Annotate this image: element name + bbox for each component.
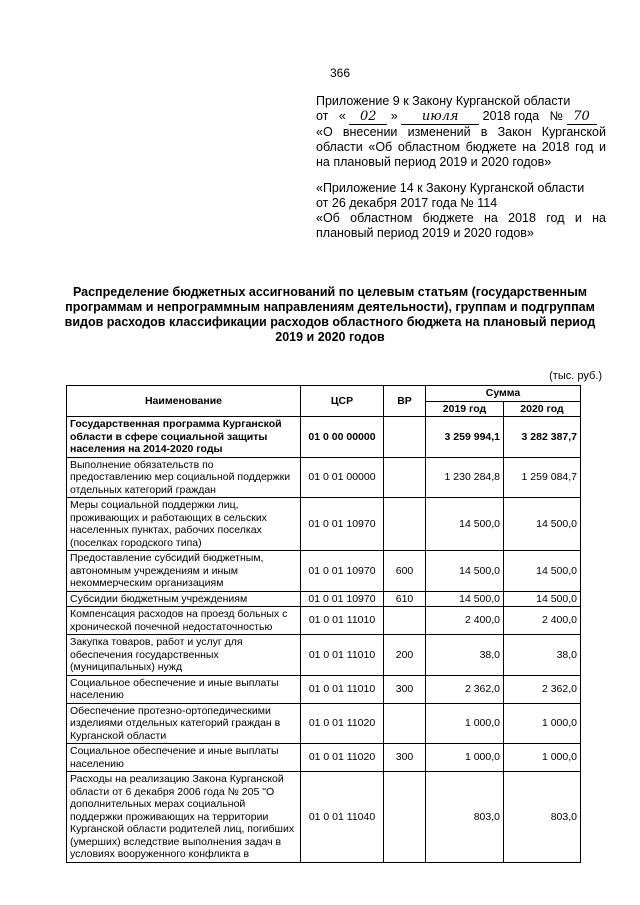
table-row	[67, 551, 581, 592]
row-csr: 01 0 01 11010	[301, 635, 384, 676]
row-csr: 01 0 01 11010	[301, 607, 384, 635]
row-2020: 3 282 387,7	[504, 417, 581, 458]
row-2020: 14 500,0	[504, 551, 581, 592]
row-name: Расходы на реализацию Закона Курганской области от 6 декабря 2006 года № 205 "О дополнительных мерах социальной поддержки проживающих на территории Курганской области родителей лиц, погибших (умерших) вследствие выполнения задач в условиях вооруженного конфликта в	[67, 772, 301, 863]
row-vr	[384, 498, 426, 551]
row-2019: 3 259 994,1	[426, 417, 504, 458]
table-row	[67, 457, 581, 498]
row-2020: 1 259 084,7	[504, 457, 581, 498]
budget-table	[66, 385, 581, 863]
row-vr	[384, 607, 426, 635]
row-csr: 01 0 01 11040	[301, 772, 384, 863]
row-2019: 2 400,0	[426, 607, 504, 635]
row-2020: 2 400,0	[504, 607, 581, 635]
table-row	[67, 772, 581, 863]
table-body	[67, 417, 581, 863]
row-name: Государственная программа Курганской области в сфере социальной защиты населения на 2014-2020 годы	[67, 417, 301, 458]
header-name: Наименование	[67, 386, 301, 417]
row-vr	[384, 457, 426, 498]
row-vr	[384, 772, 426, 863]
table-row	[67, 635, 581, 676]
header-csr: ЦСР	[301, 386, 384, 417]
row-csr: 01 0 01 11020	[301, 744, 384, 772]
row-vr	[384, 703, 426, 744]
appendix2-subject: «Об областном бюджете на 2018 год и на плановый период 2019 и 2020 годов»	[316, 211, 606, 240]
header-sum: Сумма	[426, 386, 581, 402]
header-vr: ВР	[384, 386, 426, 417]
row-csr: 01 0 01 00000	[301, 457, 384, 498]
table-row	[67, 744, 581, 772]
row-csr: 01 0 01 10970	[301, 498, 384, 551]
row-name: Закупка товаров, работ и услуг для обеспечения государственных (муниципальных) нужд	[67, 635, 301, 676]
appendix1-date-line	[316, 109, 606, 125]
table-row	[67, 703, 581, 744]
header-2020: 2020 год	[504, 401, 581, 417]
appendix1-from: от	[316, 109, 329, 123]
table-row	[67, 498, 581, 551]
appendix1-year: 2018 года	[482, 109, 540, 123]
page-number: 366	[330, 66, 351, 80]
appendix1-subject: «О внесении изменений в Закон Курганской области «Об областном бюджете на 2018 год и на плановый период 2019 и 2020 годов»	[316, 125, 606, 169]
appendix1-close-quote: »	[390, 109, 398, 123]
row-csr: 01 0 01 11020	[301, 703, 384, 744]
row-name: Социальное обеспечение и иные выплаты населению	[67, 675, 301, 703]
row-name: Компенсация расходов на проезд больных с хронической почечной недостаточностью	[67, 607, 301, 635]
row-2020: 38,0	[504, 635, 581, 676]
row-2020: 803,0	[504, 772, 581, 863]
table-row	[67, 591, 581, 607]
header-2019: 2019 год	[426, 401, 504, 417]
row-vr: 600	[384, 551, 426, 592]
row-name: Меры социальной поддержки лиц, проживающих и работающих в сельских населенных пунктах, рабочих поселках (поселках городского типа)	[67, 498, 301, 551]
row-2019: 14 500,0	[426, 551, 504, 592]
row-2019: 14 500,0	[426, 498, 504, 551]
appendix-block-2	[316, 181, 606, 241]
row-csr: 01 0 00 00000	[301, 417, 384, 458]
appendix1-open-quote: «	[338, 109, 346, 123]
row-2020: 14 500,0	[504, 591, 581, 607]
row-name: Социальное обеспечение и иные выплаты населению	[67, 744, 301, 772]
table-row	[67, 417, 581, 458]
row-vr: 300	[384, 675, 426, 703]
row-2019: 2 362,0	[426, 675, 504, 703]
table-row	[67, 675, 581, 703]
row-vr	[384, 417, 426, 458]
row-csr: 01 0 01 11010	[301, 675, 384, 703]
row-2019: 14 500,0	[426, 591, 504, 607]
row-2019: 803,0	[426, 772, 504, 863]
appendix1-line1: Приложение 9 к Закону Курганской области	[316, 94, 571, 108]
row-2020: 1 000,0	[504, 744, 581, 772]
appendix2-line1: «Приложение 14 к Закону Курганской области	[316, 181, 585, 195]
row-name: Субсидии бюджетным учреждениям	[67, 591, 301, 607]
row-name: Предоставление субсидий бюджетным, автономным учреждениям и иным некоммерческим организациям	[67, 551, 301, 592]
row-2020: 2 362,0	[504, 675, 581, 703]
appendix-block-1	[316, 94, 606, 170]
row-2019: 1 000,0	[426, 744, 504, 772]
handwritten-number: 70	[567, 109, 597, 125]
row-name: Выполнение обязательств по предоставлению мер социальной поддержки отдельных категорий граждан	[67, 457, 301, 498]
units-label: (тыс. руб.)	[549, 370, 602, 382]
appendix2-line2: от 26 декабря 2017 года № 114	[316, 196, 498, 210]
row-vr: 300	[384, 744, 426, 772]
row-vr: 610	[384, 591, 426, 607]
table-row	[67, 607, 581, 635]
document-title: Распределение бюджетных ассигнований по целевым статьям (государственным программам и непрограммным направлениям деятельности), группам и подгруппам видов расходов классификации расходов областного бюджета на плановый период 2019 и 2020 годов	[64, 285, 596, 344]
row-2020: 14 500,0	[504, 498, 581, 551]
row-2019: 1 000,0	[426, 703, 504, 744]
row-2019: 38,0	[426, 635, 504, 676]
row-csr: 01 0 01 10970	[301, 591, 384, 607]
handwritten-month: июля	[401, 109, 479, 125]
appendix1-num-label: №	[549, 109, 564, 123]
row-vr: 200	[384, 635, 426, 676]
row-name: Обеспечение протезно-ортопедическими изделиями отдельных категорий граждан в Курганской области	[67, 703, 301, 744]
row-2020: 1 000,0	[504, 703, 581, 744]
row-csr: 01 0 01 10970	[301, 551, 384, 592]
row-2019: 1 230 284,8	[426, 457, 504, 498]
handwritten-day: 02	[349, 109, 387, 125]
